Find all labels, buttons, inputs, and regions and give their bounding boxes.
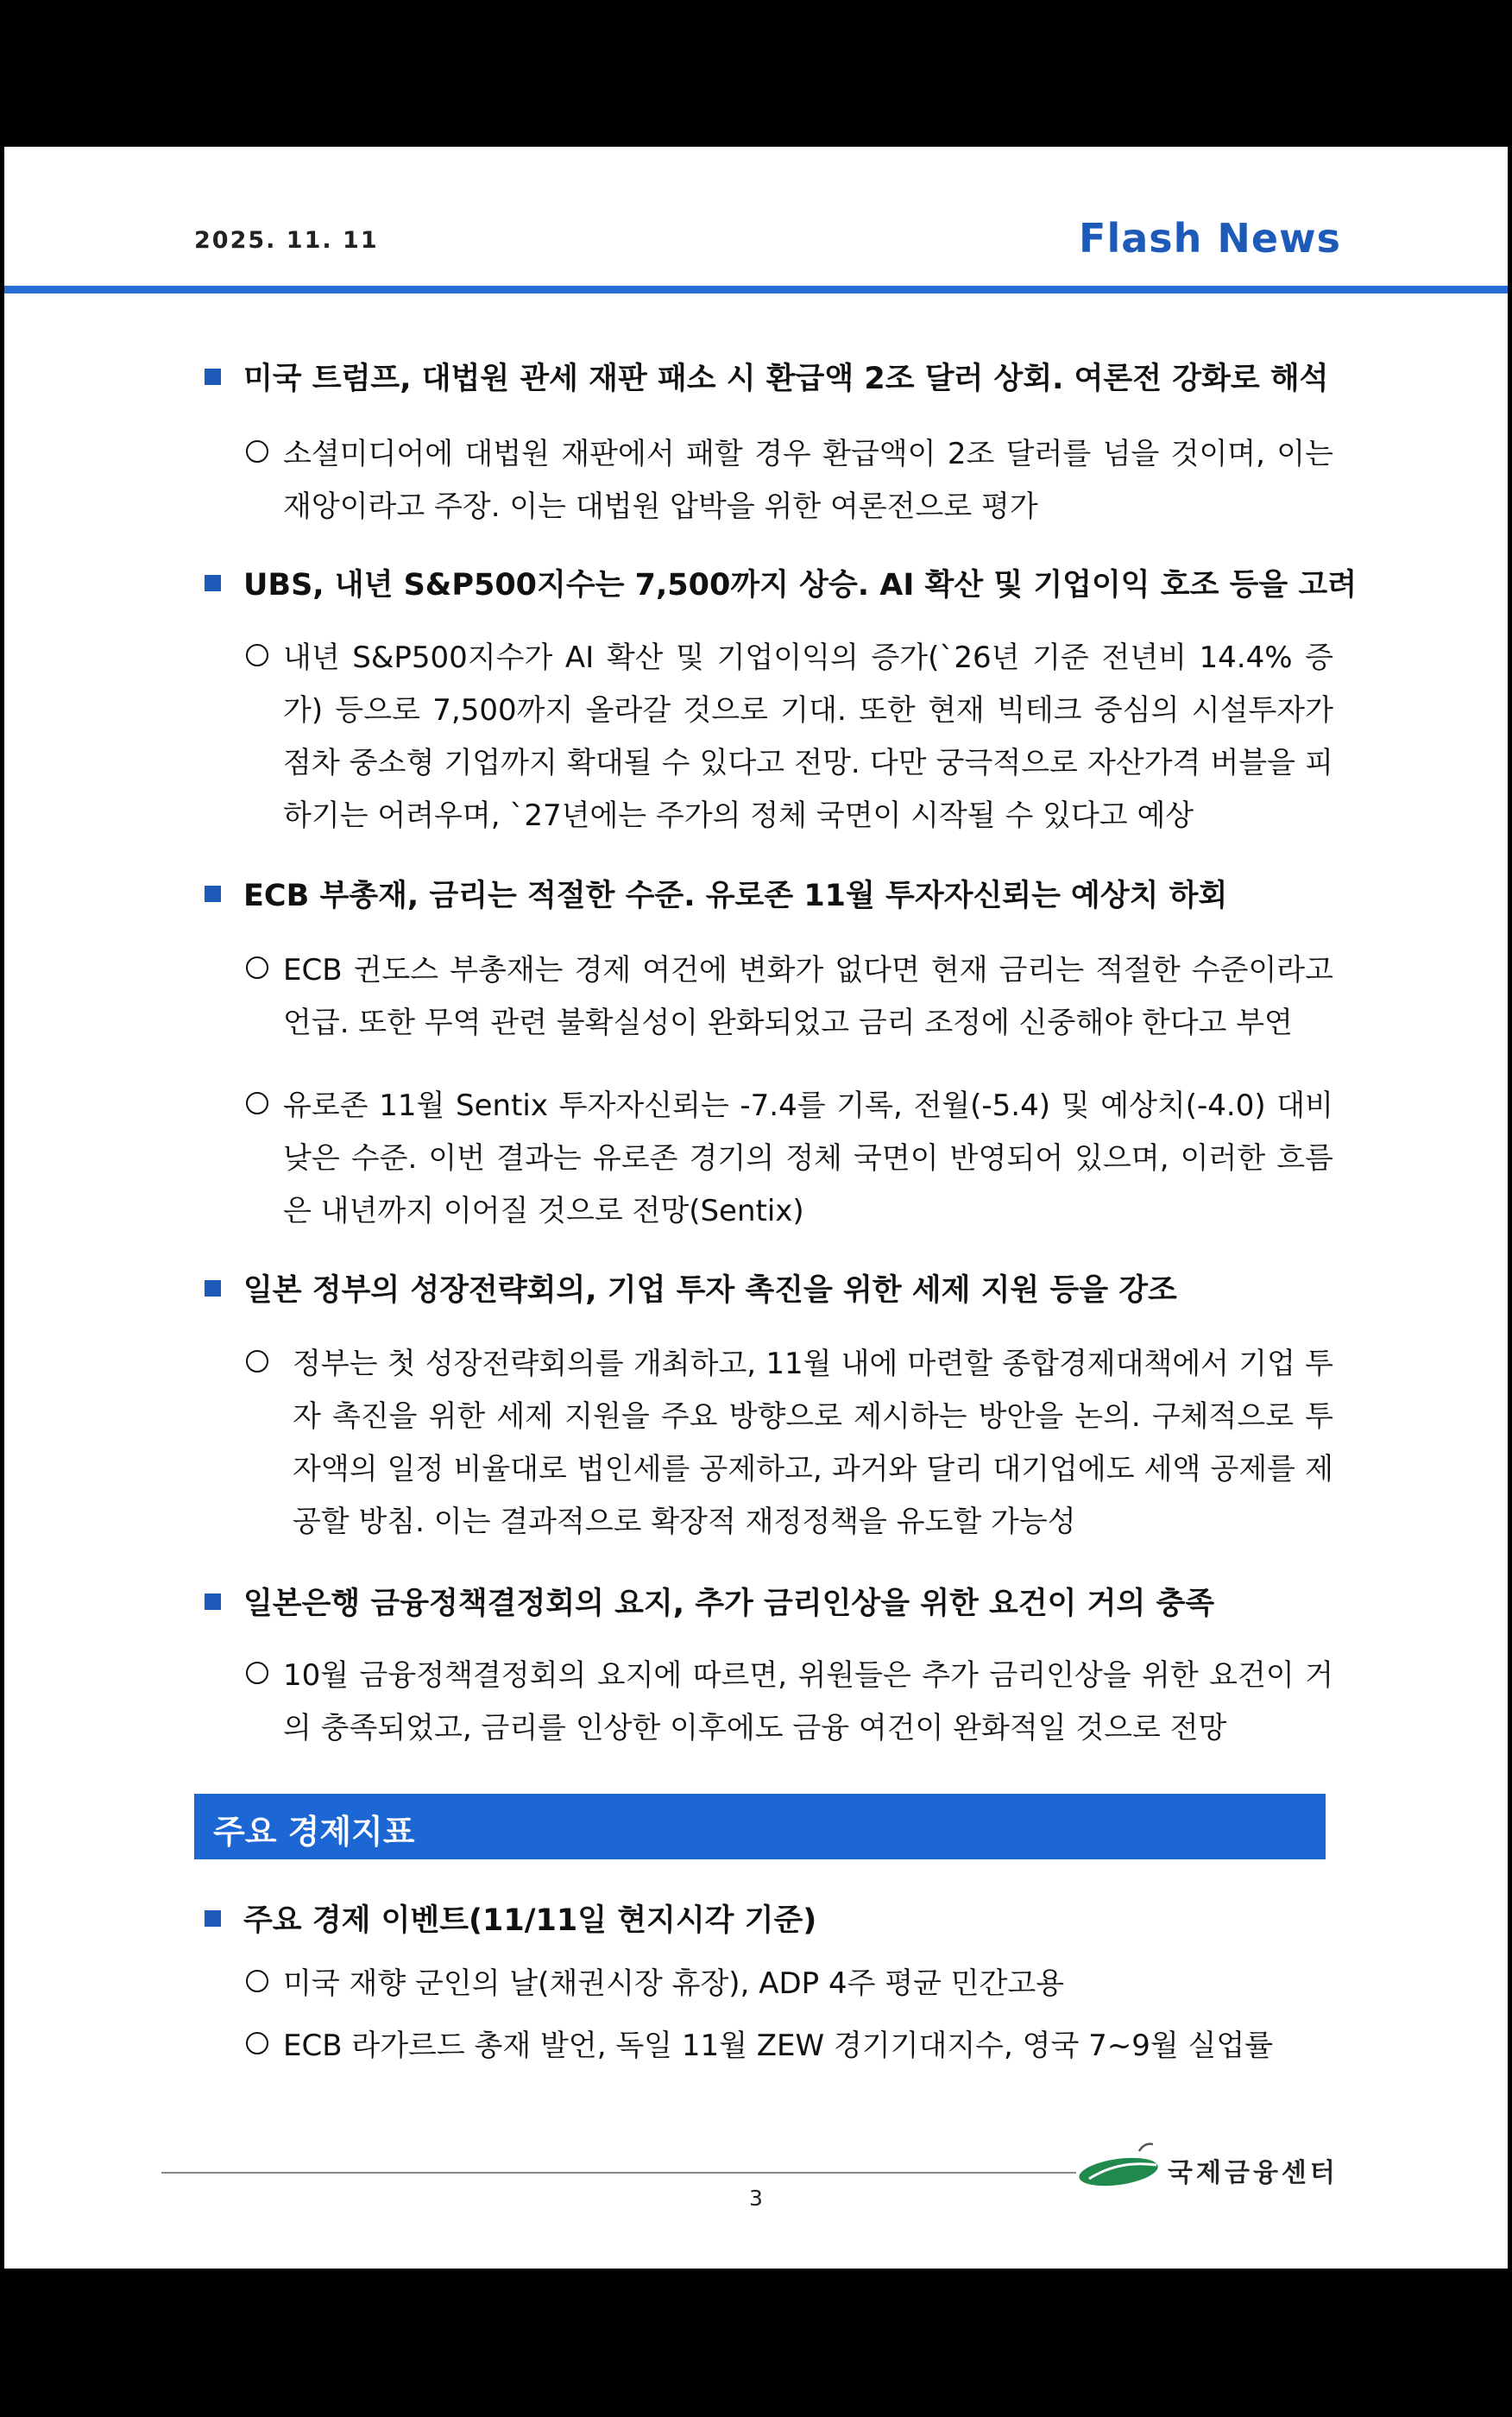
circle-bullet-icon: [246, 956, 268, 979]
circle-bullet-icon: [246, 1350, 268, 1373]
news-heading: UBS, 내년 S&P500지수는 7,500까지 상승. AI 확산 및 기업이익 호조 등을 고려: [205, 561, 1357, 604]
section-bar: [194, 1794, 1326, 1859]
circle-bullet-icon: [246, 1970, 268, 1992]
circle-bullet-icon: [246, 440, 268, 463]
report-date: 2025. 11. 11: [194, 227, 379, 254]
document-page: [4, 147, 1508, 2269]
news-bullet: ECB 귄도스 부총재는 경제 여건에 변화가 없다면 현재 금리는 적절한 수준이라고 언급. 또한 무역 관련 불확실성이 완화되었고 금리 조정에 신중해야 한다고 부연: [239, 944, 1333, 1050]
news-heading: ECB 부총재, 금리는 적절한 수준. 유로존 11월 투자자신뢰는 예상치 하회: [205, 872, 1227, 915]
news-heading: 미국 트럼프, 대법원 관세 재판 패소 시 환급액 2조 달러 상회. 여론전 강화로 해석: [205, 355, 1328, 398]
news-bullet: 소셜미디어에 대법원 재판에서 패할 경우 환급액이 2조 달러를 넘을 것이며, 이는 재앙이라고 주장. 이는 대법원 압박을 위한 여론전으로 평가: [239, 428, 1333, 533]
news-heading: 일본 정부의 성장전략회의, 기업 투자 촉진을 위한 세제 지원 등을 강조: [205, 1266, 1177, 1309]
news-bullet: 정부는 첫 성장전략회의를 개최하고, 11월 내에 마련할 종합경제대책에서 기업 투자 촉진을 위한 세제 지원을 주요 방향으로 제시하는 방안을 논의. 구체적으로 투자액의 일정 비율대로 법인세를 공제하고, 과거와 달리 대기업에도 세액 공제를 제공할 방침. 이는 결과적으로 확장적 재정정책을 유도할 가능성: [239, 1338, 1333, 1549]
event-item: ECB 라가르드 총재 발언, 독일 11월 ZEW 경기기대지수, 영국 7~9월 실업률: [239, 2020, 1333, 2073]
square-bullet-icon: [205, 369, 221, 385]
square-bullet-icon: [205, 1280, 221, 1297]
news-bullet: 10월 금융정책결정회의 요지에 따르면, 위원들은 추가 금리인상을 위한 요건이 거의 충족되었고, 금리를 인상한 이후에도 금융 여건이 완화적일 것으로 전망: [239, 1650, 1333, 1755]
section-title: 주요 경제지표: [213, 1813, 415, 1851]
footer-rule: [161, 2172, 1076, 2174]
circle-bullet-icon: [246, 1092, 268, 1114]
event-item: 미국 재향 군인의 날(채권시장 휴장), ADP 4주 평균 민간고용: [239, 1958, 1333, 2010]
events-heading: 주요 경제 이벤트(11/11일 현지시각 기준): [205, 1896, 816, 1940]
header-rule: [4, 286, 1508, 293]
circle-bullet-icon: [246, 1662, 268, 1684]
report-brand: Flash News: [1079, 215, 1341, 262]
logo-text: 국제금융센터: [1168, 2158, 1339, 2188]
square-bullet-icon: [205, 886, 221, 902]
news-bullet: 유로존 11월 Sentix 투자자신뢰는 -7.4를 기록, 전월(-5.4) 및 예상치(-4.0) 대비 낮은 수준. 이번 결과는 유로존 경기의 정체 국면이 반영되어 있으며, 이러한 흐름은 내년까지 이어질 것으로 전망(Sentix): [239, 1080, 1333, 1238]
square-bullet-icon: [205, 1593, 221, 1610]
news-bullet: 내년 S&P500지수가 AI 확산 및 기업이익의 증가(`26년 기준 전년비 14.4% 증가) 등으로 7,500까지 올라갈 것으로 기대. 또한 현재 빅테크 중심의 시설투자가 점차 중소형 기업까지 확대될 수 있다고 전망. 다만 궁극적으로 자산가격 버블을 피하기는 어려우며, `27년에는 주가의 정체 국면이 시작될 수 있다고 예상: [239, 632, 1333, 842]
square-bullet-icon: [205, 1910, 221, 1927]
page-number: 3: [749, 2186, 763, 2211]
square-bullet-icon: [205, 575, 221, 591]
circle-bullet-icon: [246, 644, 268, 666]
news-heading: 일본은행 금융정책결정회의 요지, 추가 금리인상을 위한 요건이 거의 충족: [205, 1580, 1214, 1623]
circle-bullet-icon: [246, 2032, 268, 2054]
